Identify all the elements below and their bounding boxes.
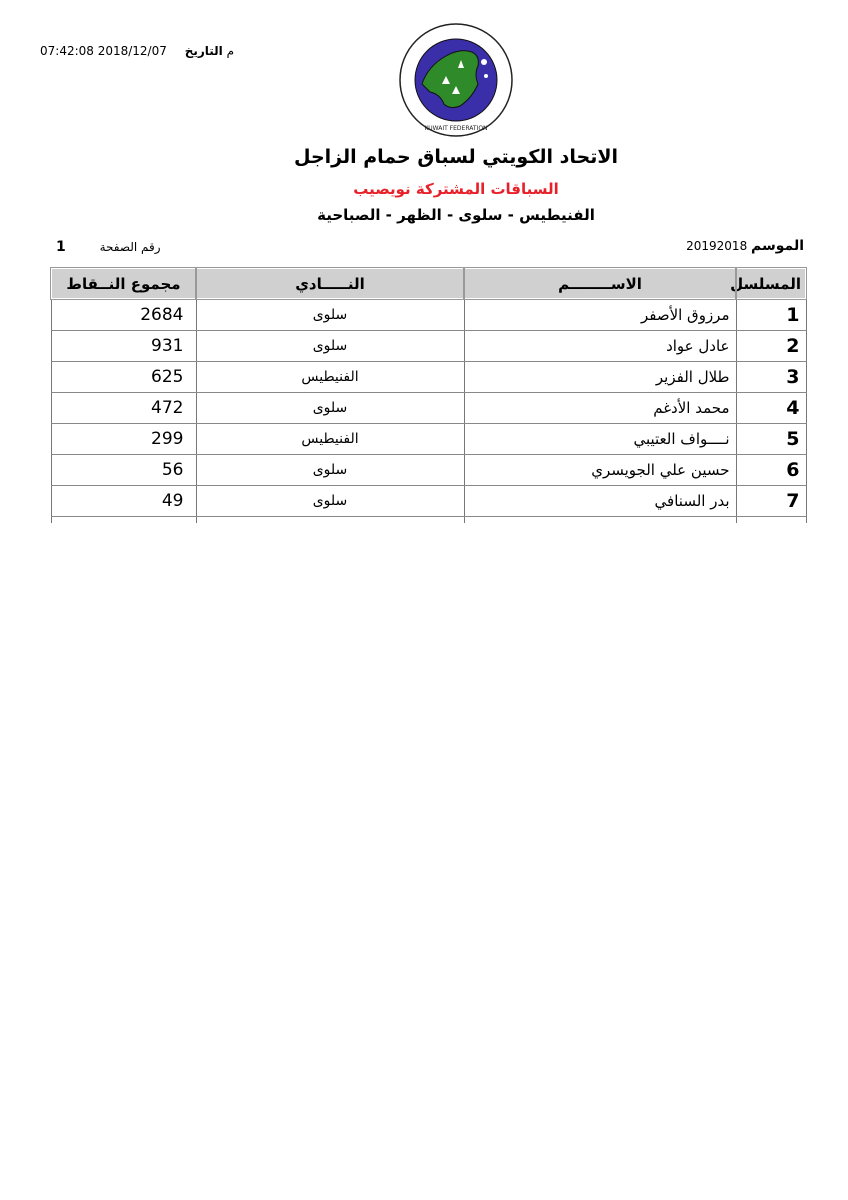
serial-cell: 2 [736,331,806,362]
points-cell [51,486,196,517]
serial-cell: 5 [736,424,806,455]
page-label: رقم الصفحة [99,240,161,254]
serial-cell: 7 [736,486,806,517]
points-value: 2684 [140,305,184,325]
name-cell: مرزوق الأصفر [464,299,736,331]
serial-cell: 4 [736,393,806,424]
race-subtitle: السباقات المشتركة نويصيب [353,180,559,198]
serial-cell: 1 [736,299,806,331]
serial-cell: 6 [736,455,806,486]
clubs-line: الفنيطيس - سلوى - الظهر - الصباحية [317,206,595,224]
points-cell [51,424,196,455]
club-cell: سلوى [196,331,464,362]
table-row [51,331,806,362]
club-cell: الفنيطيس [196,424,464,455]
table-header [51,268,806,299]
club-cell: سلوى [196,299,464,331]
column-header-serial: المسلسل [736,268,806,299]
points-value: 472 [151,398,184,418]
date-value: 07:42:08 2018/12/07 م [40,44,235,58]
serial-cell: 3 [736,362,806,393]
table-end [51,517,806,524]
points-value: 931 [151,336,184,356]
points-cell [51,299,196,331]
season-value: 20192018 [686,239,748,253]
points-value: 56 [161,460,184,480]
table-row [51,393,806,424]
column-header-name: الاســــــــم [464,268,736,299]
name-cell: طلال الفزير [464,362,736,393]
column-header-points: مجموع النــقاط [51,268,196,299]
name-cell: محمد الأدغم [464,393,736,424]
date-label: التاريخ [184,44,223,58]
name-cell: عادل عواد [464,331,736,362]
print-date [40,44,234,58]
points-cell [51,331,196,362]
table-row [51,362,806,393]
column-header-club: النـــــادي [196,268,464,299]
club-cell: سلوى [196,455,464,486]
page-value: 1 [56,239,66,255]
results-table [50,267,807,523]
table-row [51,486,806,517]
club-cell: سلوى [196,486,464,517]
points-value: 625 [151,367,184,387]
table-row [51,455,806,486]
season [686,238,804,254]
club-cell: سلوى [196,393,464,424]
club-cell: الفنيطيس [196,362,464,393]
points-value: 299 [151,429,184,449]
table-row [51,424,806,455]
points-cell [51,362,196,393]
federation-title: الاتحاد الكويتي لسباق حمام الزاجل [293,146,619,168]
table-row [51,299,806,331]
name-cell: حسين علي الجويسري [464,455,736,486]
season-label: الموسم [751,238,804,254]
points-cell [51,455,196,486]
svg-text:KUWAIT FEDERATION: KUWAIT FEDERATION [424,125,488,132]
points-value: 49 [161,491,184,511]
federation-logo [398,22,514,138]
page-number [56,239,161,255]
name-cell: نــــواف العتيبي [464,424,736,455]
points-cell [51,393,196,424]
name-cell: بدر السنافي [464,486,736,517]
